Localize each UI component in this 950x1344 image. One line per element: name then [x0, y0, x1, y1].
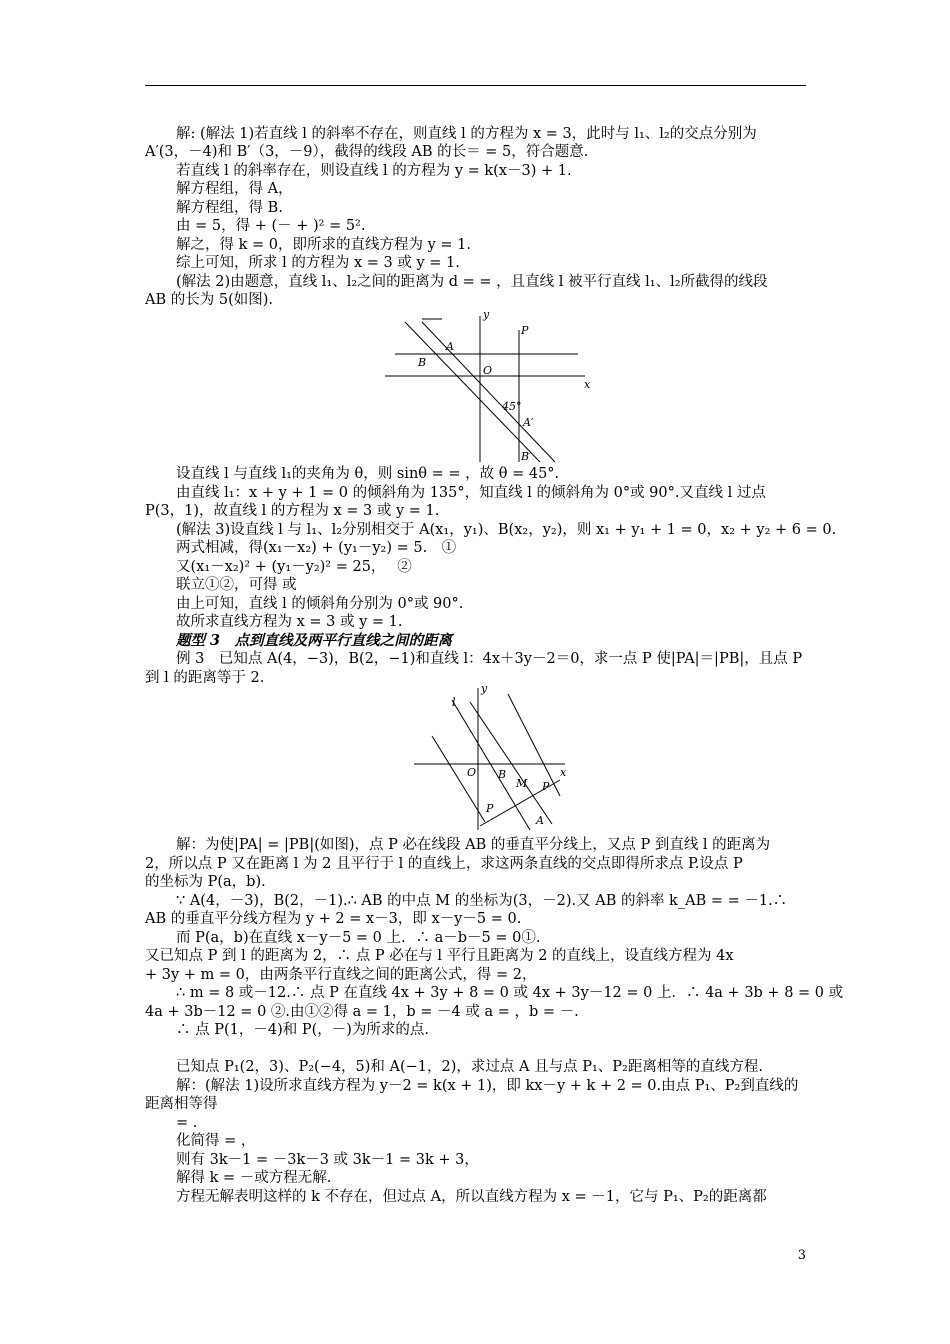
- text-line: 由 = 5，得 + (－ + )² = 5².: [176, 218, 366, 234]
- text-line: AB 的垂直平分线方程为 y + 2 = x－3，即 x－y－5 = 0.: [145, 911, 522, 927]
- label-O: O: [467, 766, 477, 779]
- text-line: 解方程组，得 A，: [176, 181, 293, 197]
- label-P: P: [521, 324, 529, 337]
- text-line: 综上可知，所求 l 的方程为 x = 3 或 y = 1.: [176, 255, 460, 271]
- label-A-prime: A′: [523, 416, 534, 429]
- text-line: 解: (解法 1)若直线 l 的斜率不存在，则直线 l 的方程为 x = 3，此时与 l₁、l₂的交点分别为: [176, 126, 757, 142]
- text-line: 又已知点 P 到 l 的距离为 2，∴ 点 P 必在与 l 平行且距离为 2 的直线上，设直线方程为 4x: [145, 948, 734, 964]
- text-line: 已知点 P₁(2，3)、P₂(−4，5)和 A(−1，2)，求过点 A 且与点 P₁、P₂距离相等的直线方程.: [176, 1059, 763, 1075]
- text-line: 到 l 的距离等于 2.: [145, 670, 265, 686]
- label-y: y: [481, 684, 488, 695]
- label-P-lower: P: [486, 802, 494, 815]
- figure-2: [410, 684, 572, 832]
- text-line: 4a + 3b－12 = 0 ②.由①②得 a = 1，b = －4 或 a = ，b = －.: [145, 1004, 579, 1020]
- header-rule: [145, 85, 806, 86]
- section-heading: 题型 3 点到直线及两平行直线之间的距离: [176, 632, 453, 649]
- text-line: 故所求直线方程为 x = 3 或 y = 1.: [176, 614, 403, 630]
- text-line: AB 的长为 5(如图).: [145, 292, 273, 308]
- label-B-prime: B′: [521, 450, 532, 463]
- label-y: y: [483, 312, 490, 321]
- text-line: 而 P(a，b)在直线 x－y－5 = 0 上．∴ a－b－5 = 0①.: [176, 930, 541, 946]
- label-O: O: [483, 364, 493, 377]
- label-M: M: [516, 777, 528, 790]
- example-line: 例 3 已知点 A(4，−3)，B(2，−1)和直线 l：4x＋3y－2＝0，求一点 P 使|PA|＝|PB|，且点 P: [176, 651, 803, 667]
- text-line: 设直线 l 与直线 l₁的夹角为 θ，则 sinθ = = ，故 θ = 45°.: [176, 466, 560, 482]
- text-line: 解得 k = －或方程无解.: [176, 1170, 332, 1186]
- text-line: 两式相减，得(x₁－x₂) + (y₁－y₂) = 5. ①: [176, 540, 457, 556]
- text-line: A′(3，－4)和 B′（3，－9），截得的线段 AB 的长＝ = 5，符合题意.: [145, 144, 589, 160]
- text-line: + 3y + m = 0，由两条平行直线之间的距离公式，得 = 2，: [145, 967, 537, 983]
- text-line: 解之，得 k = 0，即所求的直线方程为 y = 1.: [176, 237, 471, 253]
- text-line: 化简得 = ，: [176, 1133, 256, 1149]
- text-line: ∴ 点 P(1，－4)和 P(，－)为所求的点.: [176, 1022, 430, 1038]
- text-line: ∴ m = 8 或－12.∴ 点 P 在直线 4x + 3y + 8 = 0 或 4x + 3y－12 = 0 上．∴ 4a + 3b + 8 = 0 或: [176, 985, 844, 1001]
- page-number: 3: [797, 1248, 806, 1263]
- label-P-right: P: [542, 780, 550, 793]
- text-line: 解：为使|PA| = |PB|(如图)，点 P 必在线段 AB 的垂直平分线上，又点 P 到直线 l 的距离为: [176, 837, 771, 853]
- text-line: (解法 3)设直线 l 与 l₁、l₂分别相交于 A(x₁，y₁)、B(x₂，y₂)，则 x₁ + y₁ + 1 = 0，x₂ + y₂ + 6 = 0.: [176, 522, 837, 538]
- text-line: 解方程组，得 B.: [176, 200, 283, 216]
- text-line: (解法 2)由题意，直线 l₁、l₂之间的距离为 d = = ，且直线 l 被平行直线 l₁、l₂所截得的线段: [176, 274, 768, 290]
- label-l: l: [452, 696, 456, 709]
- figure-1: [380, 312, 600, 464]
- label-B: B: [418, 356, 427, 369]
- text-line: 又(x₁－x₂)² + (y₁－y₂)² = 25， ②: [176, 559, 412, 575]
- text-line: 由上可知，直线 l 的倾斜角分别为 0°或 90°.: [176, 596, 464, 612]
- text-line: 2，所以点 P 又在距离 l 为 2 且平行于 l 的直线上，求这两条直线的交点即得所求点 P.设点 P: [145, 856, 743, 872]
- text-line: 的坐标为 P(a，b).: [145, 874, 266, 890]
- label-A: A: [446, 340, 454, 353]
- text-line: = .: [176, 1115, 198, 1131]
- label-A: A: [536, 814, 544, 827]
- label-45: 45°: [502, 400, 522, 413]
- text-line: 由直线 l₁：x + y + 1 = 0 的倾斜角为 135°，知直线 l 的倾斜角为 0°或 90°.又直线 l 过点: [176, 485, 766, 501]
- text-line: 方程无解表明这样的 k 不存在，但过点 A，所以直线方程为 x = －1，它与 P₁、P₂的距离都: [176, 1189, 767, 1205]
- text-line: 联立①②，可得 或: [176, 577, 297, 593]
- label-B: B: [498, 768, 507, 781]
- label-x: x: [560, 766, 567, 779]
- text-line: ∵ A(4，－3)，B(2，－1).∴ AB 的中点 M 的坐标为(3，－2).又 AB 的斜率 k_AB = = －1.∴: [176, 893, 788, 909]
- label-x: x: [584, 378, 591, 391]
- text-line: 距离相等得: [145, 1096, 218, 1112]
- text-line: 若直线 l 的斜率存在，则设直线 l 的方程为 y = k(x－3) + 1.: [176, 163, 572, 179]
- text-line: P(3，1)，故直线 l 的方程为 x = 3 或 y = 1.: [145, 503, 440, 519]
- text-line: 则有 3k－1 = －3k－3 或 3k－1 = 3k + 3，: [176, 1152, 479, 1168]
- text-line: 解：(解法 1)设所求直线方程为 y－2 = k(x + 1)，即 kx－y + k + 2 = 0.由点 P₁、P₂到直线的: [176, 1078, 799, 1094]
